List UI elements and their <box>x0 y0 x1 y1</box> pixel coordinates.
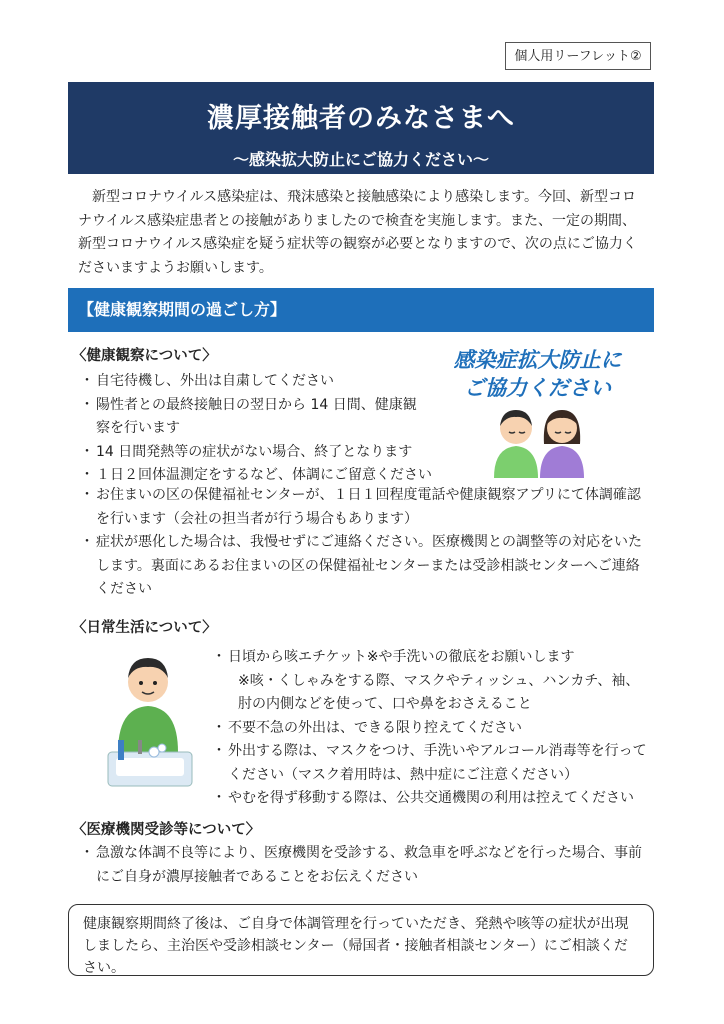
health-list-bottom <box>80 484 650 602</box>
list-item: ・ 自宅待機し、外出は自粛してください <box>80 370 425 394</box>
list-item: ・ お住まいの区の保健福祉センターが、１日１回程度電話や健康観察アプリにて体調確認を行います（会社の担当者が行う場合もあります） <box>80 484 650 531</box>
daily-heading: 〈日常生活について〉 <box>72 620 217 636</box>
list-item: ・ 症状が悪化した場合は、我慢せずにご連絡ください。医療機関との調整等の対応をいたします。裏面にあるお住まいの区の保健福祉センターまたは受診相談センターへご連絡ください <box>80 531 650 602</box>
person-girl-icon <box>540 410 584 478</box>
illustration-title-line1: 感染症拡大防止に <box>453 348 622 372</box>
list-item: ・ やむを得ず移動する際は、公共交通機関の利用は控えてください <box>212 787 652 811</box>
section-title-bar: 【健康観察期間の過ごし方】 <box>68 288 654 332</box>
person-boy-icon <box>494 410 538 478</box>
daily-list <box>212 646 652 811</box>
health-heading: 〈健康観察について〉 <box>72 348 217 364</box>
health-list-top <box>80 370 432 488</box>
intro-paragraph: 新型コロナウイルス感染症は、飛沫感染と接触感染により感染します。今回、新型コロナウイルス感染症患者との接触がありましたので検査を実施します。また、一定の期間、新型コロナウイルス感染症を疑う症状等の観察が必要となりますので、次の点にご協力くださいますようお願いします。 <box>78 189 637 276</box>
note-item: ※咳・くしゃみをする際、マスクやティッシュ、ハンカチ、袖、肘の内側などを使って、口や鼻をおさえること <box>238 672 640 712</box>
list-item: ・ 14 日間発熱等の症状がない場合、終了となります <box>80 441 496 465</box>
list-item: ・ 日頃から咳エチケット※や手洗いの徹底をお願いします <box>212 646 652 670</box>
page-title: 濃厚接触者のみなさまへ <box>207 103 515 134</box>
list-item: ・ 不要不急の外出は、できる限り控えてください <box>212 717 652 741</box>
list-item: ・ １日２回体温測定をするなど、体調にご留意ください <box>80 464 496 488</box>
bowing-people-illustration <box>488 404 588 478</box>
medical-heading: 〈医療機関受診等について〉 <box>72 822 261 838</box>
title-banner <box>68 82 654 174</box>
footer-notice-box: 健康観察期間終了後は、ご自身で体調管理を行っていただき、発熱や咳等の症状が出現しましたら、主治医や受診相談センター（帰国者・接触者相談センター）にご相談ください。 <box>68 904 654 976</box>
list-item: ・ 陽性者との最終接触日の翌日から 14 日間、健康観察を行います <box>80 394 425 441</box>
medical-list <box>80 842 650 889</box>
cooperation-illustration-title <box>425 346 650 402</box>
leaflet-tag: 個人用リーフレット② <box>505 42 651 70</box>
page-subtitle: ～感染拡大防止にご協力ください～ <box>232 150 489 169</box>
handwashing-illustration <box>104 652 196 790</box>
list-item: ・ 急激な体調不良等により、医療機関を受診する、救急車を呼ぶなどを行った場合、事前にご自身が濃厚接触者であることをお伝えください <box>80 842 650 889</box>
illustration-title-line2: ご協力ください <box>464 376 611 400</box>
list-item: ・ 外出する際は、マスクをつけ、手洗いやアルコール消毒等を行ってください（マスク着用時は、熱中症にご注意ください） <box>212 740 652 787</box>
